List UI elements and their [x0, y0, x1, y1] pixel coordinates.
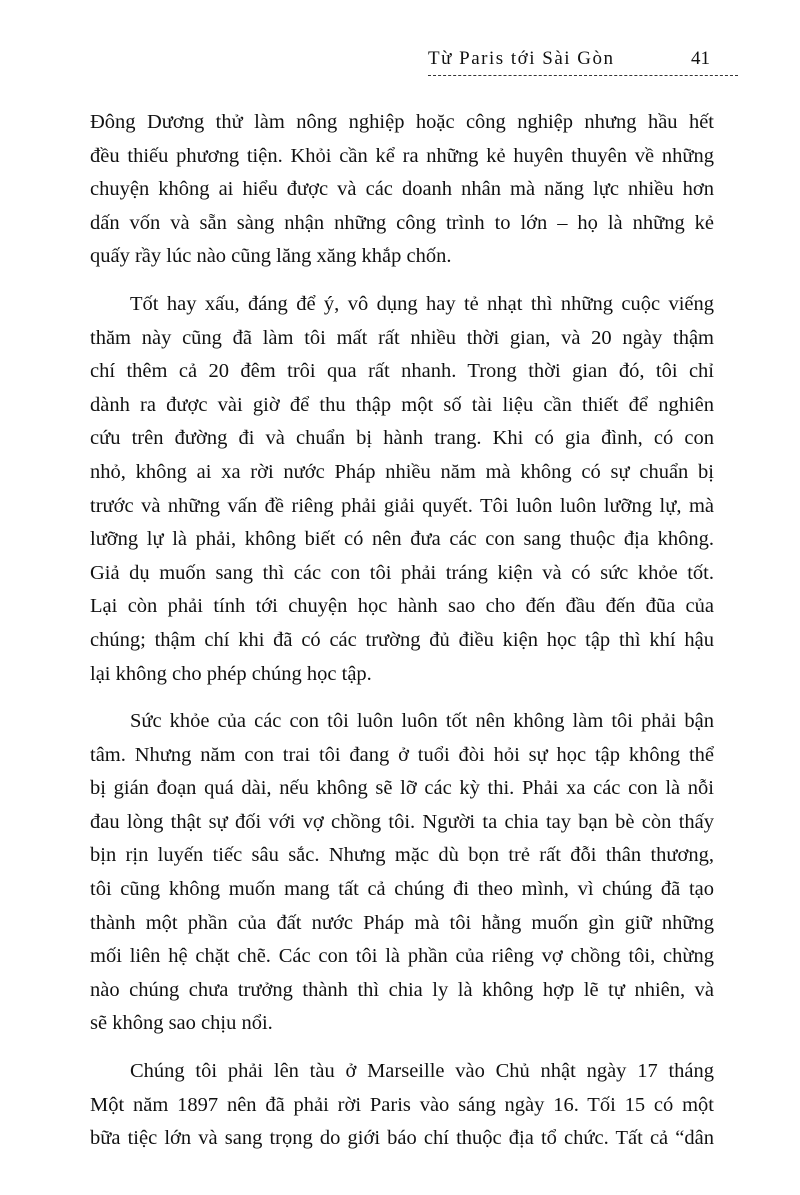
- text-line: tâm. Nhưng năm con trai tôi đang ở tuổi đòi hỏi sự học tập không thể: [90, 743, 714, 766]
- text-line: bịn rịn luyến tiếc sâu sắc. Nhưng mặc dù bọn trẻ rất đỗi thân thương,: [90, 844, 714, 867]
- text-line: đều thiếu phương tiện. Khỏi cần kể ra những kẻ huyên thuyên về những: [90, 144, 714, 167]
- header-dashed-rule: [428, 75, 738, 76]
- text-line: dấn vốn và sẵn sàng nhận những công trình to lớn – họ là những kẻ: [90, 211, 714, 234]
- text-line: dành ra được vài giờ để thu thập một số tài liệu cần thiết để nghiên: [90, 393, 714, 416]
- text-line: nhỏ, không ai xa rời nước Pháp nhiều năm mà không có sự chuẩn bị: [90, 460, 714, 483]
- text-line: thành một phần của đất nước Pháp mà tôi hằng muốn gìn giữ những: [90, 911, 714, 934]
- text-line: chí thêm cả 20 đêm trôi qua rất nhanh. Trong thời gian đó, tôi chỉ: [90, 360, 714, 383]
- text-line: trước và những vấn đề riêng phải giải quyết. Tôi luôn luôn lưỡng lự, mà: [90, 494, 714, 517]
- text-line: thăm này cũng đã làm tôi mất rất nhiều thời gian, và 20 ngày thậm: [90, 326, 714, 349]
- text-line: Chúng tôi phải lên tàu ở Marseille vào Chủ nhật ngày 17 tháng: [130, 1060, 714, 1083]
- text-line: bị gián đoạn quá dài, nếu không sẽ lỡ các kỳ thi. Phải xa các con là nỗi: [90, 777, 714, 800]
- text-line: chúng; thậm chí khi đã có các trường đủ điều kiện học tập thì khí hậu: [90, 628, 714, 651]
- text-line: Sức khỏe của các con tôi luôn luôn tốt nên không làm tôi phải bận: [130, 710, 714, 733]
- page-number: 41: [691, 48, 710, 69]
- paragraph-3: [90, 705, 714, 1041]
- text-line: Một năm 1897 nên đã phải rời Paris vào sáng ngày 16. Tối 15 có một: [90, 1093, 714, 1116]
- text-line: quấy rầy lúc nào cũng lăng xăng khắp chốn.: [90, 245, 452, 268]
- text-line: bữa tiệc lớn và sang trọng do giới báo chí thuộc địa tổ chức. Tất cả “dân: [90, 1127, 714, 1150]
- paragraph-2: [90, 288, 714, 691]
- body-text: [90, 106, 714, 1170]
- paragraph-4: [90, 1055, 714, 1156]
- text-line: cứu trên đường đi và chuẩn bị hành trang. Khi có gia đình, có con: [90, 427, 714, 450]
- text-line: tôi cũng không muốn mang tất cả chúng đi theo mình, vì chúng đã tạo: [90, 878, 714, 901]
- running-header: [428, 44, 738, 84]
- running-title: Từ Paris tới Sài Gòn: [428, 48, 615, 69]
- text-line: Lại còn phải tính tới chuyện học hành sao cho đến đầu đến đũa của: [90, 595, 714, 618]
- text-line: Giả dụ muốn sang thì các con tôi phải tráng kiện và có sức khỏe tốt.: [90, 561, 714, 584]
- text-line: đau lòng thật sự đối với vợ chồng tôi. Người ta chia tay bạn bè còn thấy: [90, 810, 714, 833]
- text-line: sẽ không sao chịu nổi.: [90, 1012, 273, 1035]
- text-line: lưỡng lự là phải, không biết có nên đưa các con sang thuộc địa không.: [90, 528, 714, 551]
- text-line: nào chúng chưa trưởng thành thì chia ly là không hợp lẽ tự nhiên, và: [90, 978, 714, 1001]
- text-line: mối liên hệ chặt chẽ. Các con tôi là phần của riêng vợ chồng tôi, chừng: [90, 945, 714, 968]
- text-line: Tốt hay xấu, đáng để ý, vô dụng hay tẻ nhạt thì những cuộc viếng: [130, 292, 714, 315]
- text-line: Đông Dương thử làm nông nghiệp hoặc công nghiệp nhưng hầu hết: [90, 111, 714, 133]
- text-line: chuyện không ai hiểu được và các doanh nhân mà năng lực nhiều hơn: [90, 178, 714, 201]
- paragraph-1: [90, 106, 714, 274]
- text-line: lại không cho phép chúng học tập.: [90, 662, 372, 685]
